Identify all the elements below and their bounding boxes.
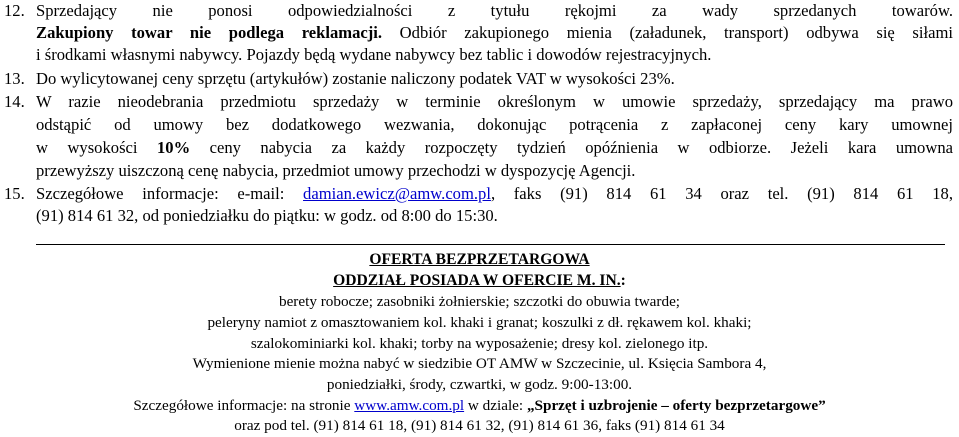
item-14-text-2: odstąpić od umowy bez dodatkowego wezwania, dokonując potrącenia z zapłaconej ceny kary umownej [36,115,953,134]
offer-line-2: peleryny namiot z omasztowaniem kol. khaki i granat; koszulki z dł. rękawem kol. khaki; [207,314,752,331]
item-15-text-1: Szczegółowe informacje: e-mail: damian.ewicz@amw.com.pl, faks (91) 814 61 34 oraz tel. (91) 814 61 18, [36,184,953,203]
item-12-text-1: Sprzedający nie ponosi odpowiedzialności z tytułu rękojmi za wady sprzedanych towarów. [36,1,953,20]
offer-line-5: poniedziałki, środy, czwartki, w godz. 9:00-13:00. [326,376,633,393]
offer-subtitle: ODDZIAŁ POSIADA W OFERCIE M. IN.: [333,272,626,289]
penalty-percent: 10% [156,138,191,157]
offer-line-4: Wymienione mienie można nabyć w siedzibie OT AMW w Szczecinie, ul. Księcia Sambora 4, [192,355,767,372]
offer-title: OFERTA BEZPRZETARGOWA [369,251,590,268]
item-14-number: 14. [4,92,25,111]
item-14-text-4: przewyższy uiszczoną cenę nabycia, przedmiot umowy przechodzi w dyspozycję Agencji. [36,161,636,180]
category-name: „Sprzęt i uzbrojenie – oferty bezprzetargowe” [526,397,826,414]
offer-line-3: szalokominiarki kol. khaki; torby na wyposażenie; dresy kol. zielonego itp. [250,335,709,352]
section-divider [36,244,945,245]
email-link[interactable]: damian.ewicz@amw.com.pl [303,184,491,203]
offer-line-1: berety robocze; zasobniki żołnierskie; szczotki do obuwia twarde; [278,293,681,310]
item-12-number: 12. [4,1,25,20]
offer-line-6: Szczegółowe informacje: na stronie www.amw.com.pl w dziale: „Sprzęt i uzbrojenie – oferty bezprzetargowe” [133,397,826,414]
item-15-number: 15. [4,184,25,203]
item-14-text-3: w wysokości 10% ceny nabycia za każdy rozpoczęty tydzień opóźnienia w odbiorze. Jeżeli kara umowna [36,138,954,157]
item-14-text-1: W razie nieodebrania przedmiotu sprzedaży w terminie określonym w umowie sprzedaży, sprzedający ma prawo [36,92,953,111]
no-complaints-notice: Zakupiony towar nie podlega reklamacji. [36,23,383,42]
website-link[interactable]: www.amw.com.pl [354,397,465,414]
item-12-text-2: Zakupiony towar nie podlega reklamacji. Odbiór zakupionego mienia (załadunek, transport) odbywa się siłami [36,23,953,42]
item-15-text-2: (91) 814 61 32, od poniedziałku do piątku: w godz. od 8:00 do 15:30. [36,206,498,225]
offer-line-7: oraz pod tel. (91) 814 61 18, (91) 814 61 32, (91) 814 61 36, faks (91) 814 61 34 [234,417,725,434]
item-13-text: Do wylicytowanej ceny sprzętu (artykułów) zostanie naliczony podatek VAT w wysokości 23%. [36,69,675,88]
item-13-number: 13. [4,69,25,88]
item-12-text-3: i środkami własnymi nabywcy. Pojazdy będą wydane nabywcy bez tablic i dowodów rejestracyjnych. [36,45,712,64]
